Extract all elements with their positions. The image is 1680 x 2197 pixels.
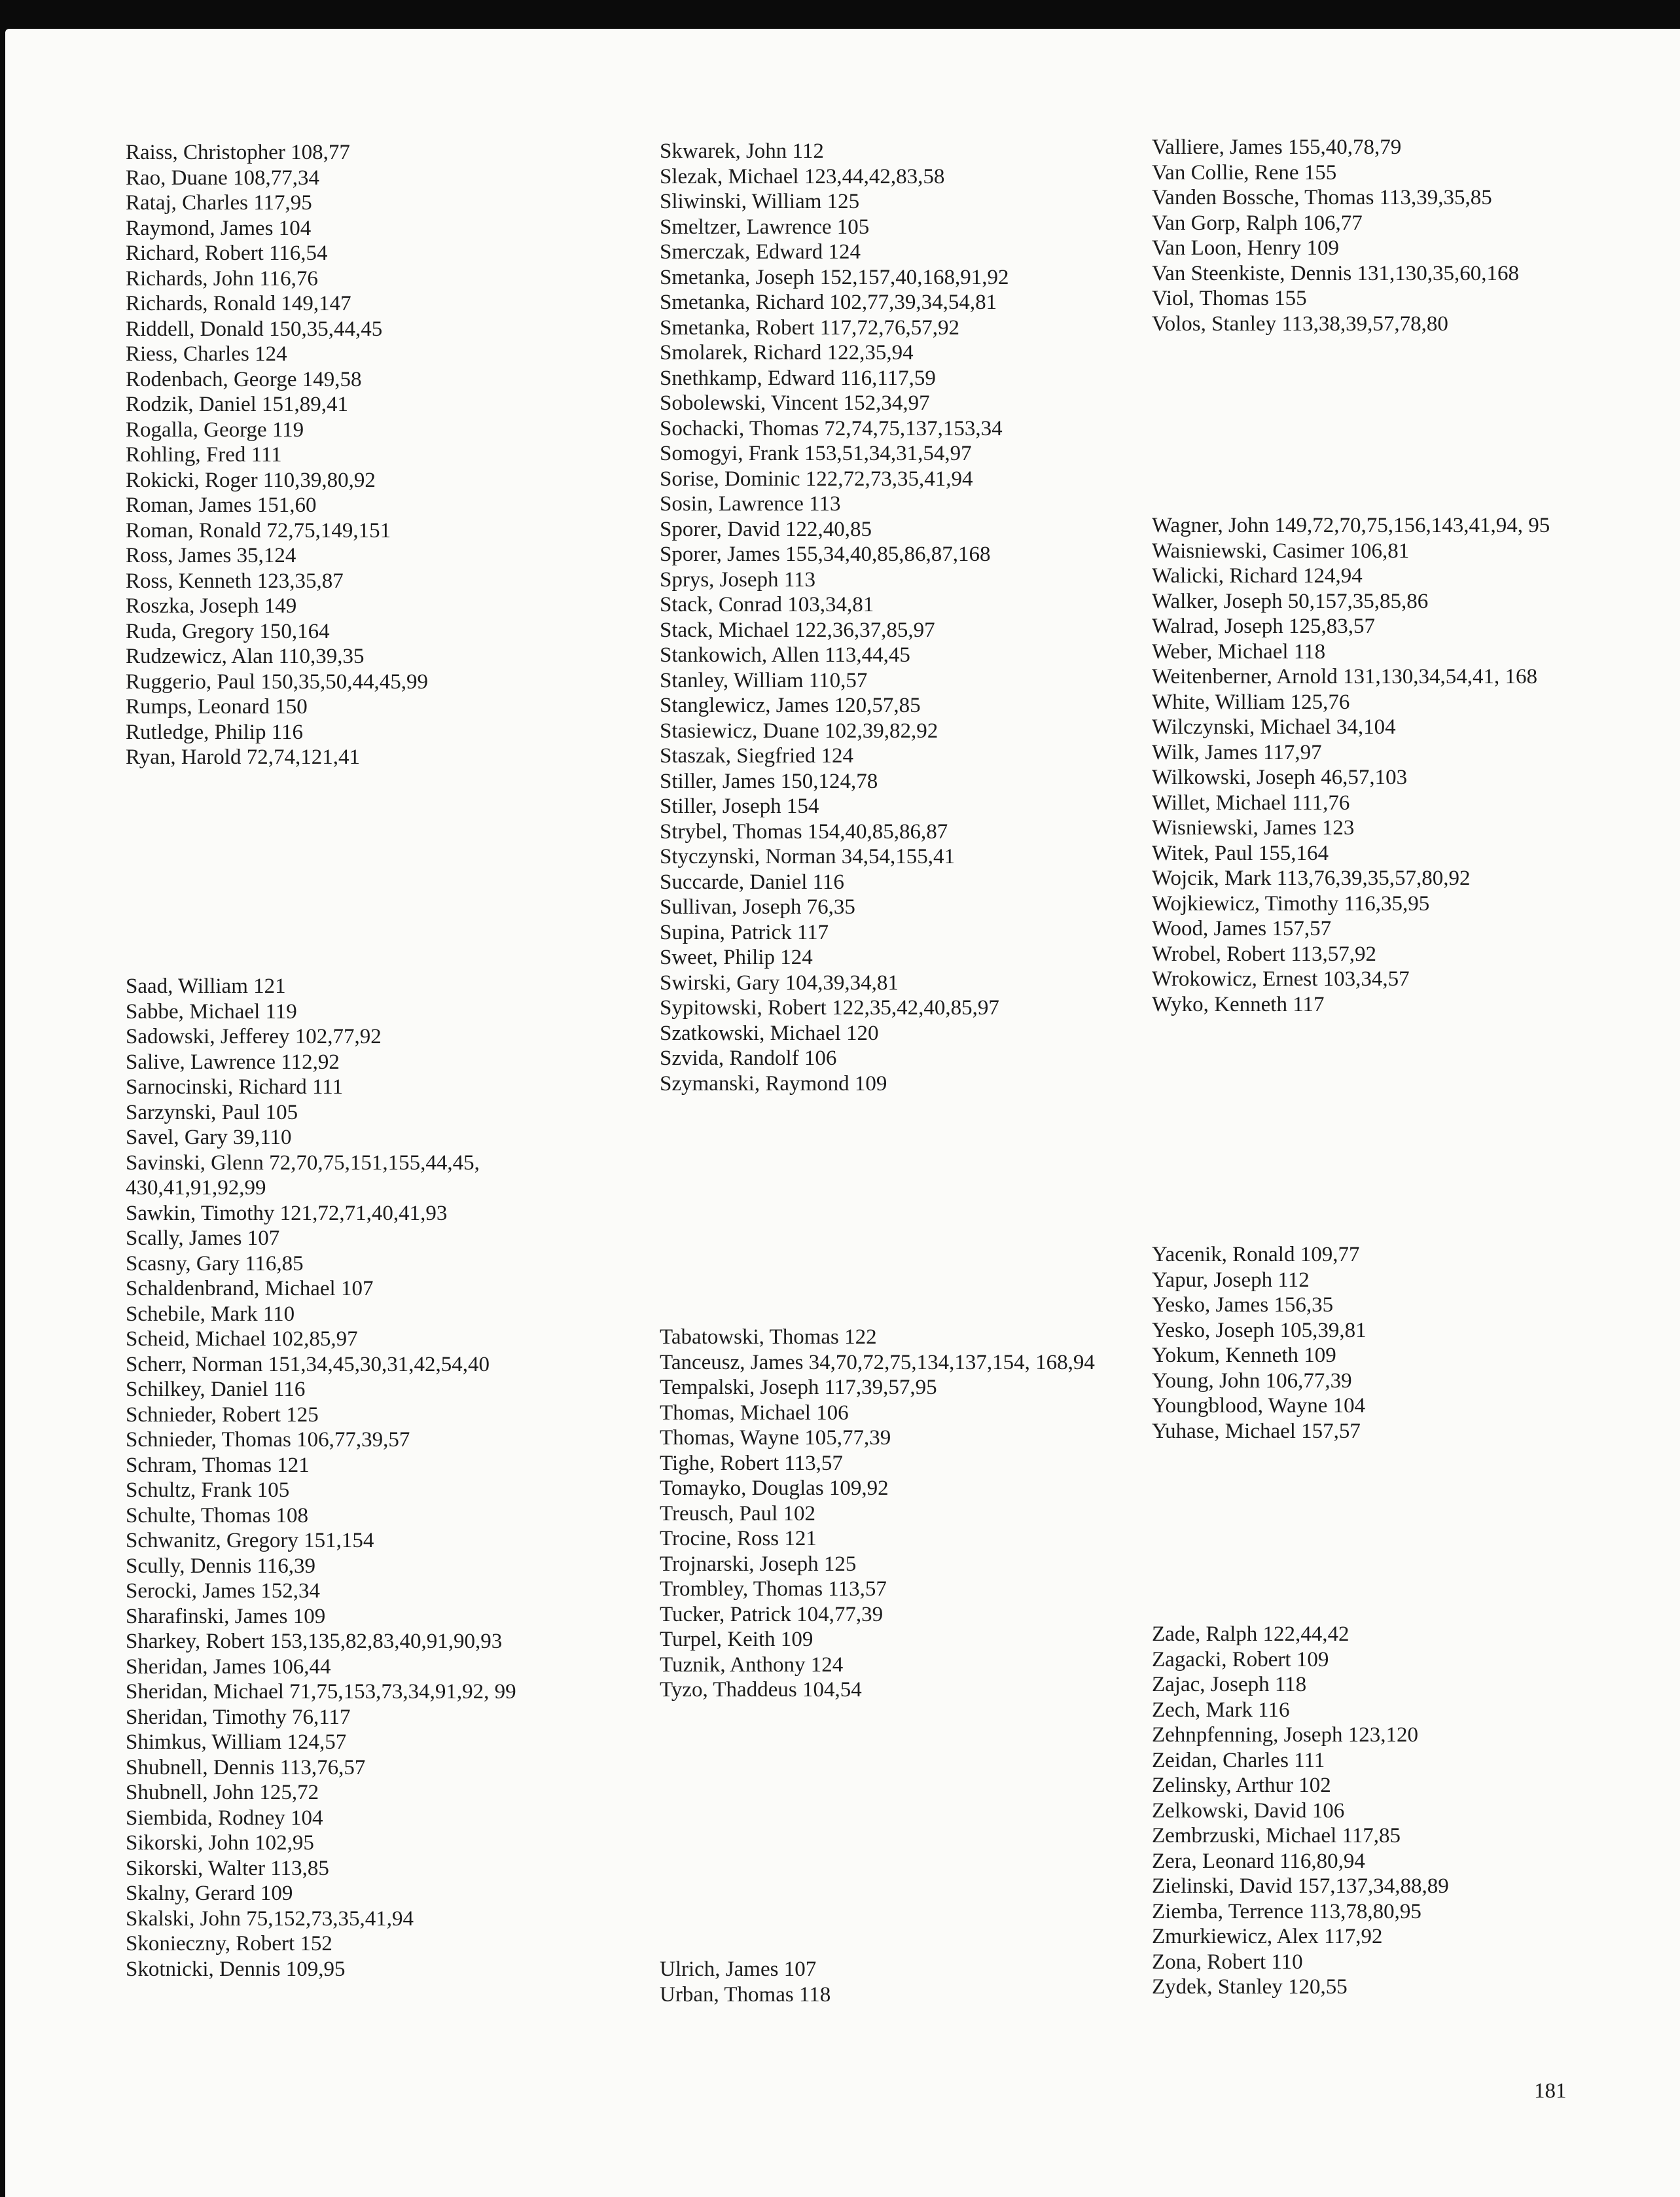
index-entry: Smolarek, Richard 122,35,94 [660, 341, 914, 365]
index-entry: Sadowski, Jefferey 102,77,92 [126, 1025, 382, 1048]
index-entry: Yokum, Kenneth 109 [1152, 1344, 1336, 1367]
index-entry: Ross, Kenneth 123,35,87 [126, 569, 344, 593]
index-entry: Wilkowski, Joseph 46,57,103 [1152, 766, 1408, 789]
index-entry: Ross, James 35,124 [126, 544, 296, 567]
index-group-u [660, 1957, 1118, 2007]
index-entry: Richards, Ronald 149,147 [126, 292, 351, 315]
index-entry: Wrokowicz, Ernest 103,34,57 [1152, 967, 1410, 991]
index-entry: Shubnell, John 125,72 [126, 1781, 319, 1804]
index-entry: Ryan, Harold 72,74,121,41 [126, 745, 360, 769]
index-entry: Skalny, Gerard 109 [126, 1882, 293, 1905]
index-entry: Schwanitz, Gregory 151,154 [126, 1529, 374, 1552]
index-entry: Schnieder, Robert 125 [126, 1402, 319, 1427]
index-entry: Snethkamp, Edward 116,117,59 [660, 366, 936, 390]
index-entry: Tucker, Patrick 104,77,39 [660, 1602, 884, 1626]
index-entry: Stanley, William 110,57 [660, 668, 868, 692]
index-entry: Sheridan, James 106,44 [126, 1654, 331, 1679]
index-entry: Yacenik, Ronald 109,77 [1152, 1243, 1360, 1266]
index-entry: Rohling, Fred 111 [126, 443, 282, 467]
index-entry: Wrobel, Robert 113,57,92 [1152, 942, 1376, 966]
index-group-y [1152, 1242, 1610, 1444]
index-entry: Sullivan, Joseph 76,35 [660, 895, 855, 919]
page-number: 181 [1534, 2079, 1567, 2103]
index-entry: Trojnarski, Joseph 125 [660, 1552, 857, 1576]
index-entry: Wood, James 157,57 [1152, 917, 1332, 940]
index-entry: Tyzo, Thaddeus 104,54 [660, 1678, 862, 1702]
index-entry: Serocki, James 152,34 [126, 1579, 320, 1603]
index-entry: Treusch, Paul 102 [660, 1501, 816, 1526]
index-entry: Youngblood, Wayne 104 [1152, 1394, 1366, 1418]
index-entry: Smerczak, Edward 124 [660, 240, 861, 264]
index-entry: Slezak, Michael 123,44,42,83,58 [660, 164, 945, 188]
index-entry: Tighe, Robert 113,57 [660, 1451, 843, 1475]
index-entry: Wisniewski, James 123 [1152, 816, 1355, 840]
index-group-z [1152, 1622, 1610, 2000]
index-entry: Thomas, Michael 106 [660, 1401, 849, 1425]
index-entry: Schebile, Mark 110 [126, 1302, 295, 1326]
index-entry: Zembrzuski, Michael 117,85 [1152, 1824, 1401, 1848]
index-entry: Wojkiewicz, Timothy 116,35,95 [1152, 891, 1430, 916]
index-entry: Van Steenkiste, Dennis 131,130,35,60,168 [1152, 261, 1519, 285]
index-entry: Sarzynski, Paul 105 [126, 1100, 298, 1124]
index-entry: Skwarek, John 112 [660, 139, 824, 163]
index-entry: Salive, Lawrence 112,92 [126, 1050, 340, 1074]
index-entry: Sorise, Dominic 122,72,73,35,41,94 [660, 467, 973, 491]
index-entry: Tuznik, Anthony 124 [660, 1652, 844, 1677]
index-entry: Schaldenbrand, Michael 107 [126, 1277, 374, 1300]
index-entry: Stasiewicz, Duane 102,39,82,92 [660, 719, 938, 743]
index-group-s-part2 [660, 139, 1118, 1096]
index-entry: Willet, Michael 111,76 [1152, 791, 1350, 815]
index-entry: Van Gorp, Ralph 106,77 [1152, 211, 1363, 235]
index-entry: Stack, Michael 122,36,37,85,97 [660, 618, 935, 642]
index-entry: Supina, Patrick 117 [660, 920, 829, 944]
index-entry: Zehnpfenning, Joseph 123,120 [1152, 1723, 1418, 1747]
index-entry: Saad, William 121 [126, 974, 286, 998]
index-entry: Rataj, Charles 117,95 [126, 191, 312, 215]
index-entry: Young, John 106,77,39 [1152, 1368, 1352, 1393]
index-entry: Smetanka, Richard 102,77,39,34,54,81 [660, 291, 997, 314]
index-entry: Riess, Charles 124 [126, 342, 287, 366]
index-entry: Rao, Duane 108,77,34 [126, 166, 320, 190]
index-entry: Trombley, Thomas 113,57 [660, 1577, 887, 1601]
index-entry: Sochacki, Thomas 72,74,75,137,153,34 [660, 416, 1003, 440]
index-entry: Yesko, Joseph 105,39,81 [1152, 1318, 1367, 1342]
index-entry: Sawkin, Timothy 121,72,71,40,41,93 [126, 1201, 448, 1225]
index-entry: Richards, John 116,76 [126, 266, 318, 291]
index-entry: White, William 125,76 [1152, 690, 1350, 714]
index-entry: Zagacki, Robert 109 [1152, 1647, 1329, 1671]
index-entry: Zelkowski, David 106 [1152, 1798, 1345, 1823]
index-entry: Shimkus, William 124,57 [126, 1730, 347, 1754]
index-entry: Zona, Robert 110 [1152, 1950, 1303, 1974]
index-entry: Rodenbach, George 149,58 [126, 367, 362, 391]
index-group-r [126, 140, 597, 770]
index-entry: Wilczynski, Michael 34,104 [1152, 715, 1396, 739]
index-entry: Sobolewski, Vincent 152,34,97 [660, 391, 930, 415]
index-entry: Schultz, Frank 105 [126, 1478, 290, 1502]
index-entry: Sliwinski, William 125 [660, 190, 860, 213]
index-entry: Urban, Thomas 118 [660, 1982, 831, 2007]
index-entry: Zeidan, Charles 111 [1152, 1748, 1325, 1772]
index-entry: Wyko, Kenneth 117 [1152, 992, 1325, 1016]
index-group-w [1152, 513, 1610, 1017]
index-entry: Tanceusz, James 34,70,72,75,134,137,154, 168,94 [660, 1350, 1095, 1374]
index-entry: Somogyi, Frank 153,51,34,31,54,97 [660, 442, 972, 465]
index-entry: Tempalski, Joseph 117,39,57,95 [660, 1376, 937, 1399]
index-entry: Rodzik, Daniel 151,89,41 [126, 393, 349, 416]
index-entry: Waisniewski, Casimer 106,81 [1152, 539, 1410, 563]
index-entry: Raiss, Christopher 108,77 [126, 141, 350, 164]
index-entry: Roszka, Joseph 149 [126, 594, 297, 618]
index-entry: Sporer, David 122,40,85 [660, 517, 872, 541]
index-entry: Vanden Bossche, Thomas 113,39,35,85 [1152, 186, 1492, 209]
index-entry: Rokicki, Roger 110,39,80,92 [126, 468, 376, 492]
index-entry: Succarde, Daniel 116 [660, 870, 844, 894]
index-entry: Sarnocinski, Richard 111 [126, 1075, 344, 1099]
index-entry: Skalski, John 75,152,73,35,41,94 [126, 1906, 414, 1931]
index-entry: Smetanka, Joseph 152,157,40,168,91,92 [660, 265, 1009, 289]
index-entry: Zera, Leonard 116,80,94 [1152, 1849, 1365, 1873]
index-entry: Wojcik, Mark 113,76,39,35,57,80,92 [1152, 866, 1471, 890]
index-entry: Weber, Michael 118 [1152, 639, 1326, 664]
index-entry: Sheridan, Timothy 76,117 [126, 1705, 351, 1729]
index-entry: Stiller, Joseph 154 [660, 795, 819, 818]
index-entry: Sharkey, Robert 153,135,82,83,40,91,90,93 [126, 1630, 503, 1653]
index-entry: Yesko, James 156,35 [1152, 1293, 1334, 1317]
index-entry: Scully, Dennis 116,39 [126, 1554, 315, 1578]
index-entry: Schnieder, Thomas 106,77,39,57 [126, 1428, 410, 1452]
index-entry: Ulrich, James 107 [660, 1957, 817, 1981]
index-entry: Zajac, Joseph 118 [1152, 1673, 1307, 1696]
index-entry: Raymond, James 104 [126, 216, 312, 240]
index-entry: Tabatowski, Thomas 122 [660, 1325, 877, 1349]
index-entry: Shubnell, Dennis 113,76,57 [126, 1755, 366, 1779]
index-entry: Schilkey, Daniel 116 [126, 1378, 306, 1401]
index-entry: Viol, Thomas 155 [1152, 287, 1307, 310]
index-entry: Sharafinski, James 109 [126, 1604, 326, 1628]
index-entry: Skonieczny, Robert 152 [126, 1932, 332, 1956]
index-entry: Zydek, Stanley 120,55 [1152, 1975, 1348, 1999]
index-entry: Trocine, Ross 121 [660, 1527, 817, 1550]
index-entry: Sikorski, John 102,95 [126, 1831, 314, 1855]
index-entry: Schram, Thomas 121 [126, 1453, 310, 1477]
index-entry: Siembida, Rodney 104 [126, 1806, 323, 1830]
index-entry: Sosin, Lawrence 113 [660, 492, 841, 516]
index-group-v [1152, 135, 1610, 336]
index-entry: Stankowich, Allen 113,44,45 [660, 643, 910, 667]
index-group-s-part1 [126, 974, 597, 1982]
index-entry: Stack, Conrad 103,34,81 [660, 593, 874, 616]
index-entry: Savinski, Glenn 72,70,75,151,155,44,45, 430,41,91,92,99 [126, 1151, 480, 1200]
index-entry: Stiller, James 150,124,78 [660, 769, 878, 793]
index-entry: Smeltzer, Lawrence 105 [660, 215, 870, 239]
index-entry: Roman, Ronald 72,75,149,151 [126, 518, 391, 543]
index-entry: Styczynski, Norman 34,54,155,41 [660, 845, 955, 868]
index-entry: Smetanka, Robert 117,72,76,57,92 [660, 315, 959, 340]
index-entry: Volos, Stanley 113,38,39,57,78,80 [1152, 312, 1448, 336]
index-entry: Sprys, Joseph 113 [660, 567, 816, 592]
index-entry: Walrad, Joseph 125,83,57 [1152, 615, 1376, 638]
index-entry: Rudzewicz, Alan 110,39,35 [126, 645, 365, 668]
index-entry: Van Loon, Henry 109 [1152, 236, 1339, 260]
index-entry: Scasny, Gary 116,85 [126, 1251, 304, 1276]
index-entry: Swirski, Gary 104,39,34,81 [660, 971, 899, 995]
index-entry: Van Collie, Rene 155 [1152, 160, 1337, 185]
index-entry: Weitenberner, Arnold 131,130,34,54,41, 168 [1152, 665, 1538, 688]
index-entry: Ziemba, Terrence 113,78,80,95 [1152, 1899, 1421, 1923]
index-entry: Zade, Ralph 122,44,42 [1152, 1622, 1349, 1646]
index-entry: Zech, Mark 116 [1152, 1698, 1290, 1722]
index-entry: Szatkowski, Michael 120 [660, 1021, 879, 1045]
index-entry: Turpel, Keith 109 [660, 1628, 813, 1651]
index-entry: Scally, James 107 [126, 1226, 280, 1250]
index-entry: Yapur, Joseph 112 [1152, 1268, 1310, 1292]
index-entry: Witek, Paul 155,164 [1152, 841, 1329, 865]
index-entry: Tomayko, Douglas 109,92 [660, 1476, 889, 1500]
index-entry: Sheridan, Michael 71,75,153,73,34,91,92, 99 [126, 1680, 516, 1704]
index-entry: Rutledge, Philip 116 [126, 720, 304, 744]
index-entry: Sabbe, Michael 119 [126, 999, 297, 1024]
index-entry: Scheid, Michael 102,85,97 [126, 1327, 358, 1351]
index-entry: Szymanski, Raymond 109 [660, 1071, 887, 1096]
index-group-t [660, 1325, 1118, 1703]
index-entry: Sweet, Philip 124 [660, 946, 813, 969]
index-entry: Savel, Gary 39,110 [126, 1126, 292, 1149]
index-entry: Riddell, Donald 150,35,44,45 [126, 317, 383, 341]
index-entry: Sporer, James 155,34,40,85,86,87,168 [660, 543, 991, 566]
index-entry: Sikorski, Walter 113,85 [126, 1856, 329, 1880]
index-entry: Scherr, Norman 151,34,45,30,31,42,54,40 [126, 1352, 490, 1376]
index-page [5, 29, 1680, 2197]
index-entry: Walker, Joseph 50,157,35,85,86 [1152, 589, 1429, 613]
index-entry: Rumps, Leonard 150 [126, 695, 308, 719]
index-entry: Rogalla, George 119 [126, 418, 304, 442]
index-entry: Stanglewicz, James 120,57,85 [660, 694, 921, 717]
index-entry: Walicki, Richard 124,94 [1152, 564, 1363, 588]
index-entry: Strybel, Thomas 154,40,85,86,87 [660, 819, 948, 844]
index-entry: Wagner, John 149,72,70,75,156,143,41,94, 95 [1152, 514, 1550, 537]
index-entry: Schulte, Thomas 108 [126, 1503, 308, 1527]
index-entry: Wilk, James 117,97 [1152, 740, 1322, 764]
index-entry: Thomas, Wayne 105,77,39 [660, 1426, 891, 1450]
index-entry: Ruda, Gregory 150,164 [126, 619, 330, 643]
index-entry: Sypitowski, Robert 122,35,42,40,85,97 [660, 996, 999, 1020]
index-entry: Valliere, James 155,40,78,79 [1152, 135, 1402, 159]
index-entry: Zielinski, David 157,137,34,88,89 [1152, 1874, 1449, 1898]
index-entry: Ruggerio, Paul 150,35,50,44,45,99 [126, 670, 428, 694]
index-entry: Richard, Robert 116,54 [126, 241, 328, 265]
index-entry: Skotnicki, Dennis 109,95 [126, 1957, 346, 1981]
index-entry: Szvida, Randolf 106 [660, 1046, 837, 1070]
index-entry: Zelinsky, Arthur 102 [1152, 1774, 1331, 1797]
index-entry: Zmurkiewicz, Alex 117,92 [1152, 1925, 1383, 1948]
index-entry: Yuhase, Michael 157,57 [1152, 1419, 1361, 1443]
index-entry: Roman, James 151,60 [126, 493, 317, 517]
index-entry: Staszak, Siegfried 124 [660, 744, 854, 768]
